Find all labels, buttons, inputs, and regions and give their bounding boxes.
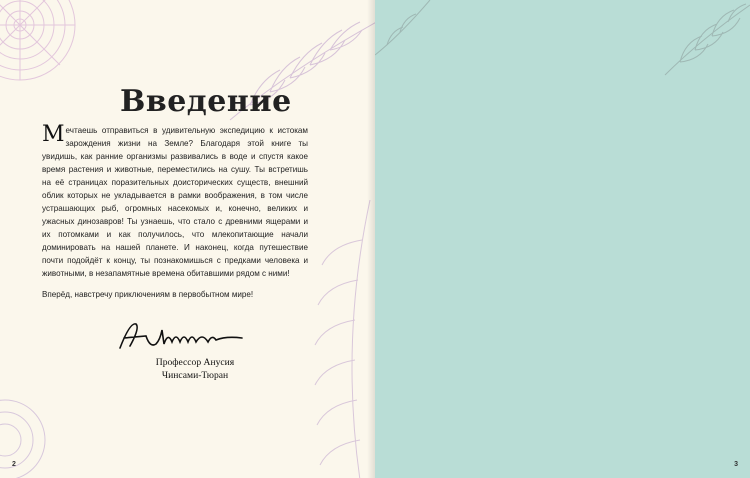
signature-graphic [116, 318, 246, 354]
drop-cap: М [42, 122, 65, 147]
page-number: 3 [734, 461, 738, 468]
author-line: Профессор Анусия [155, 357, 235, 368]
author-line: Чинсами-Тюран [161, 370, 229, 381]
intro-closing: Вперёд, навстречу приключениям в первобытном мире! [42, 290, 254, 299]
author-name [120, 356, 270, 382]
fern-illustration [375, 0, 435, 60]
page-title: Введение [120, 84, 292, 119]
intro-paragraph [42, 124, 308, 280]
intro-paragraph-body: ечтаешь отправиться в удивительную экспедицию к истокам зарождения жизни на Земле? Благодаря этой книге ты увидишь, как ранние организмы развивались в воде и спустя какое время растения и животные, переместились на сушу. Ты встретишь на её страницах поразительных доисторических существ, внешний облик которых не укладывается в рамки воображения, в том числе устрашающих рыб, огромных насекомых и, конечно, великих и ужасных динозавров! Ты узнаешь, что стало с древними ящерами и их потомками и как получилось, что млекопитающие начали доминировать на нашей планете. И наконец, когда путешествие почти подойдёт к концу, ты познакомишься с предками человека и животными, в незапамятные времена обитавшими рядом с ними! [42, 126, 308, 278]
ammonite-illustration [0, 380, 60, 478]
right-page [375, 0, 750, 478]
page-number: 2 [12, 461, 16, 468]
fern-illustration [300, 200, 375, 478]
intro-text [42, 124, 308, 301]
fern-illustration [660, 0, 750, 80]
ammonite-illustration [0, 0, 110, 110]
